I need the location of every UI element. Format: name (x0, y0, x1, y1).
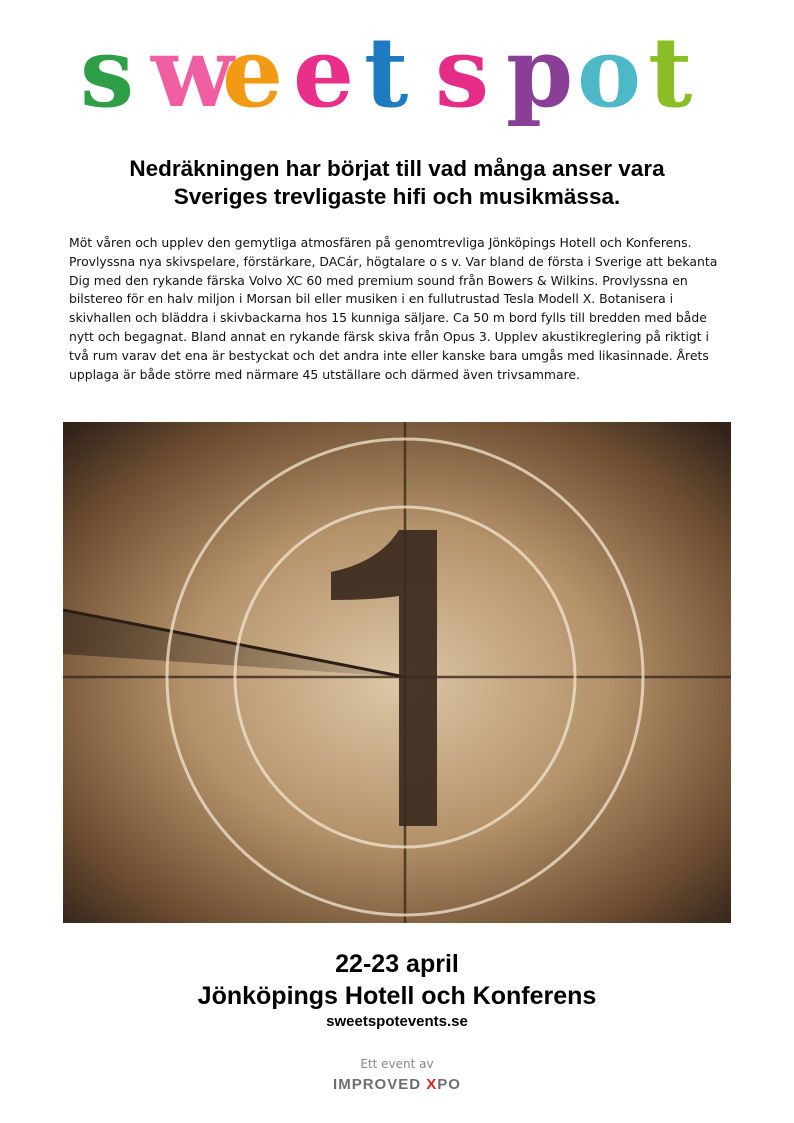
org-name-x: X (426, 1076, 438, 1093)
organizer-label: Ett event av (360, 1057, 434, 1071)
event-url[interactable]: sweetspotevents.se (326, 1013, 468, 1030)
logo-letter: t (648, 30, 693, 129)
sweetspot-logo (80, 30, 720, 130)
body-text: Möt våren och upplev den gemytliga atmosfären på genomtrevliga Jönköpings Hotell och Konferens. Provlyssna nya skivspelare, förstärkare, DACár, högtalare o s v. Var bland de första i Sverige att bekanta Dig med den rykande färska Volvo XC 60 med premium sound från Bowers & Wilkins. Provlyssna en bilstereo för en halv miljon i Morsan bil eller musiken i en fullutrustad Tesla Modell X. Botanisera i skivhallen och bläddra i skivbackarna hos 15 kunniga säljare. Ca 50 m bord fylls till bredden med både nytt och begagnat. Bland annat en rykande färsk skiva från Opus 3. Upplev akustikreglering på riktigt i två rum varav det ena är bestyckat och det andra inte eller kanske bara umgås med likasinnade. Årets upplaga är både större med närmare 45 utställare och därmed även trivsammare. (69, 235, 718, 382)
org-name-part1: IMPROVED (333, 1076, 427, 1093)
headline-line-1: Nedräkningen har börjat till vad många anser vara (129, 156, 665, 181)
logo-letter: p (506, 30, 574, 129)
countdown-image (63, 422, 731, 923)
improved-xpo-logo (307, 1075, 487, 1093)
org-name-part2: PO (437, 1076, 461, 1093)
logo-letter: s (80, 30, 135, 129)
body-paragraph (69, 234, 729, 384)
logo-letter: s (435, 30, 490, 129)
event-date: 22-23 april (335, 950, 459, 978)
event-venue: Jönköpings Hotell och Konferens (197, 982, 597, 1010)
svg-text:IMPROVED XPO (333, 1076, 461, 1093)
headline-line-2: Sveriges trevligaste hifi och musikmässa. (173, 184, 621, 209)
logo-letter: e (293, 30, 355, 129)
headline (40, 155, 754, 211)
logo-letter: w (151, 30, 234, 129)
logo-letter: o (577, 30, 642, 129)
logo-letter: t (364, 30, 409, 129)
logo-letter: e (222, 30, 284, 129)
